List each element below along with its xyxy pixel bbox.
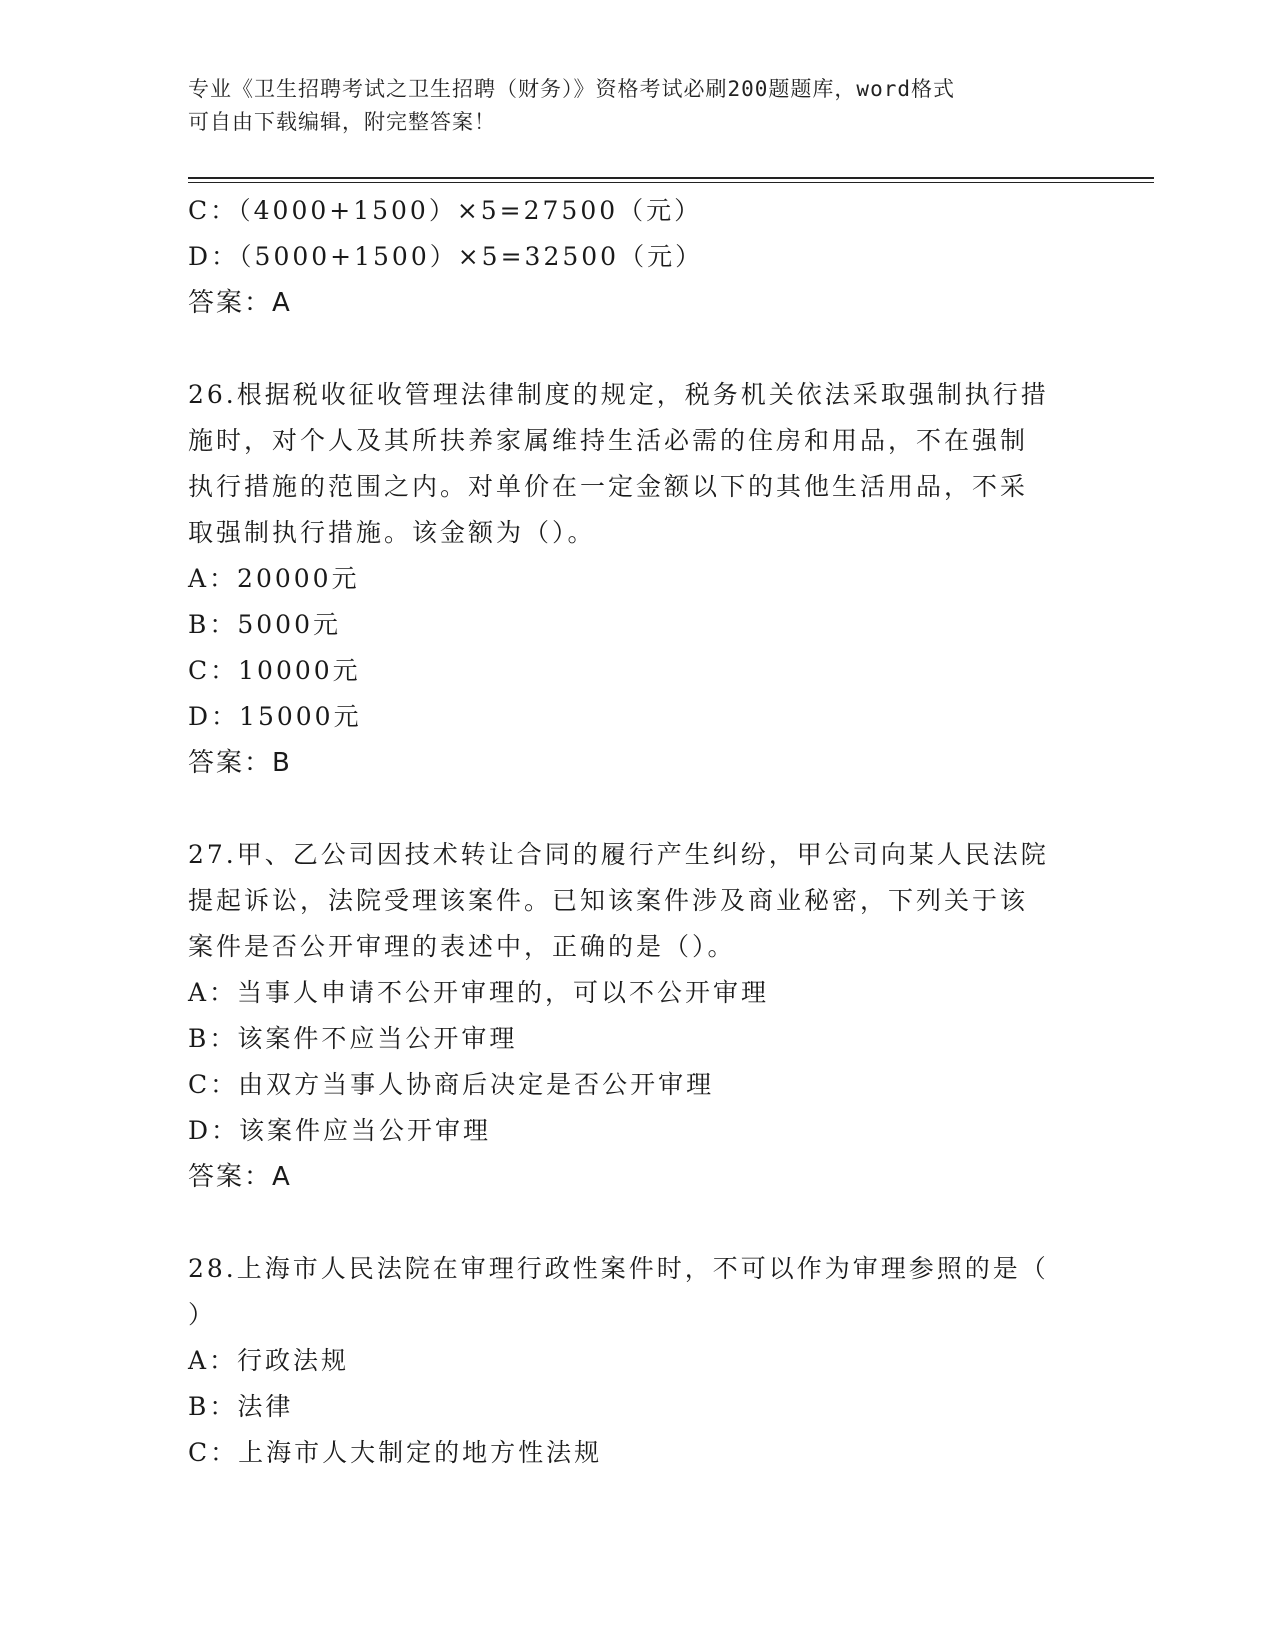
option-c: C：上海市人大制定的地方性法规 [188, 1438, 603, 1467]
option-d: D：（5000+1500）×5=32500（元） [188, 242, 704, 271]
question-27 [188, 832, 1068, 1200]
document-header [188, 73, 1068, 139]
question-stem-line: 28.上海市人民法院在审理行政性案件时，不可以作为审理参照的是（ [188, 1254, 1049, 1283]
answer-line: 答案：A [188, 1162, 292, 1192]
question-gap [188, 1200, 1068, 1246]
question-gap [188, 326, 1068, 372]
answer-line: 答案：B [188, 748, 292, 778]
question-stem-line: 26.根据税收征收管理法律制度的规定，税务机关依法采取强制执行措 [188, 380, 1049, 409]
document-body [188, 188, 1068, 1476]
option-b: B：5000元 [188, 610, 341, 639]
option-b: B：该案件不应当公开审理 [188, 1024, 518, 1053]
question-stem-line: 27.甲、乙公司因技术转让合同的履行产生纠纷，甲公司向某人民法院 [188, 840, 1049, 869]
question-28 [188, 1246, 1068, 1476]
header-divider-thick [188, 177, 1154, 179]
question-stem-line: 取强制执行措施。该金额为（）。 [188, 518, 596, 547]
option-c: C：10000元 [188, 656, 361, 685]
option-a: A：行政法规 [188, 1346, 350, 1375]
header-divider-thin [188, 182, 1154, 183]
answer-line: 答案：A [188, 288, 292, 318]
question-25-tail [188, 188, 1068, 326]
option-c: C：由双方当事人协商后决定是否公开审理 [188, 1070, 715, 1099]
question-26 [188, 372, 1068, 786]
option-d: D：15000元 [188, 702, 362, 731]
option-b: B：法律 [188, 1392, 294, 1421]
header-line-2: 可自由下载编辑，附完整答案！ [188, 110, 496, 134]
option-a: A：当事人申请不公开审理的，可以不公开审理 [188, 978, 770, 1007]
question-stem-line: 执行措施的范围之内。对单价在一定金额以下的其他生活用品，不采 [188, 472, 1029, 501]
option-a: A：20000元 [188, 564, 360, 593]
question-stem-line: 案件是否公开审理的表述中，正确的是（）。 [188, 932, 736, 961]
question-gap [188, 786, 1068, 832]
question-stem-line: 提起诉讼，法院受理该案件。已知该案件涉及商业秘密，下列关于该 [188, 886, 1029, 915]
option-d: D：该案件应当公开审理 [188, 1116, 492, 1145]
question-stem-line: ） [188, 1300, 217, 1329]
question-stem-line: 施时，对个人及其所扶养家属维持生活必需的住房和用品，不在强制 [188, 426, 1029, 455]
header-line-1: 专业《卫生招聘考试之卫生招聘（财务）》资格考试必刷200题题库，word格式 [188, 77, 955, 101]
option-c: C：（4000+1500）×5=27500（元） [188, 196, 703, 225]
